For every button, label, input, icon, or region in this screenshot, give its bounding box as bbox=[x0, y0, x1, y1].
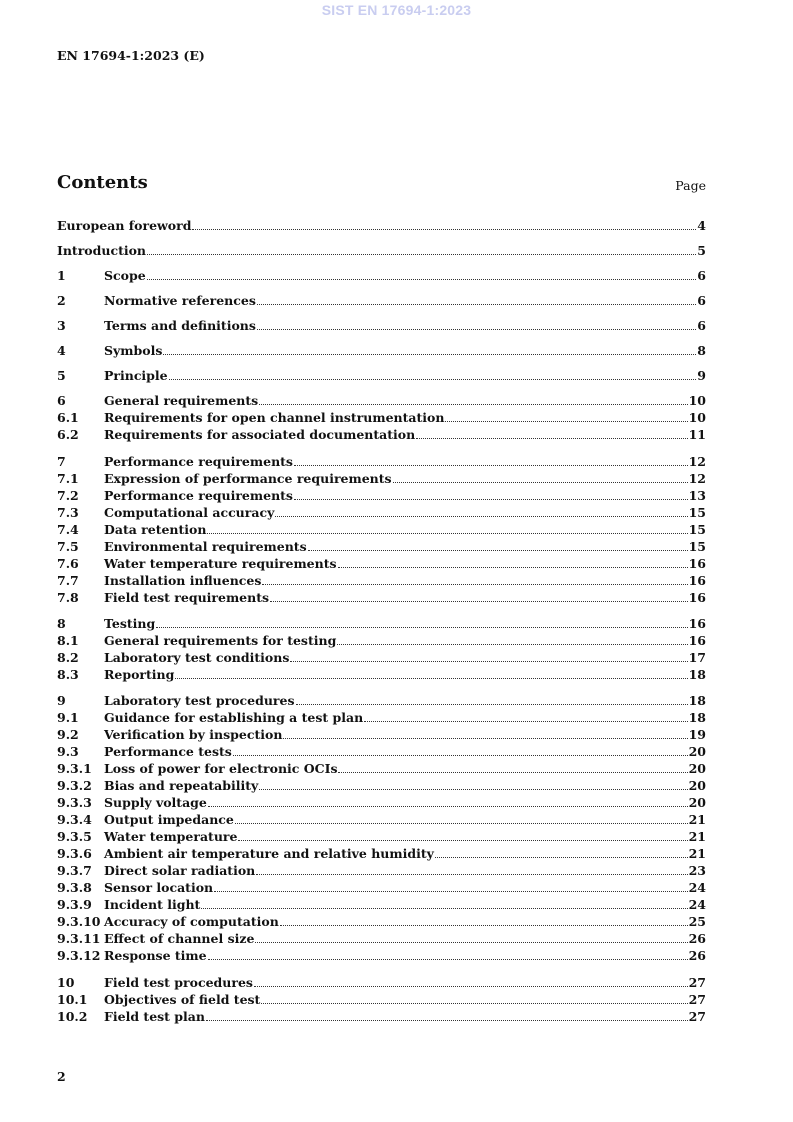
toc-entry[interactable] bbox=[57, 537, 706, 554]
toc-entry-title: Installation influences bbox=[104, 573, 262, 588]
watermark: SIST EN 17694-1:2023 bbox=[321, 2, 472, 18]
toc-entry[interactable] bbox=[57, 708, 706, 725]
toc-entry-page: 20 bbox=[688, 744, 706, 759]
toc-entry-title: Effect of channel size bbox=[104, 931, 255, 946]
toc-entry-page: 12 bbox=[688, 471, 706, 486]
toc-dot-leader bbox=[207, 533, 687, 534]
toc-dot-leader bbox=[308, 550, 688, 551]
toc-entry[interactable] bbox=[57, 895, 706, 912]
toc-entry-page: 6 bbox=[697, 293, 706, 308]
toc-entry[interactable] bbox=[57, 990, 706, 1007]
toc-entry-page: 26 bbox=[688, 948, 706, 963]
toc-entry-title: Reporting bbox=[104, 667, 175, 682]
toc-entry-title: Ambient air temperature and relative humidity bbox=[104, 846, 434, 861]
toc-entry-title: Scope bbox=[104, 268, 146, 283]
toc-entry-page: 4 bbox=[697, 218, 706, 233]
toc-entry-number: 9.3.3 bbox=[57, 795, 92, 810]
toc-entry-number: 8.1 bbox=[57, 633, 79, 648]
toc-entry-page: 18 bbox=[688, 710, 706, 725]
toc-entry-title: Sensor location bbox=[104, 880, 214, 895]
toc-entry-number: 9.3 bbox=[57, 744, 79, 759]
toc-entry[interactable] bbox=[57, 241, 706, 258]
toc-entry-title: Environmental requirements bbox=[104, 539, 307, 554]
toc-entry-number: 2 bbox=[57, 293, 66, 308]
toc-entry-number: 7 bbox=[57, 454, 66, 469]
toc-entry-number: 8.3 bbox=[57, 667, 79, 682]
toc-entry[interactable] bbox=[57, 665, 706, 682]
toc-entry[interactable] bbox=[57, 425, 706, 442]
toc-entry-page: 16 bbox=[688, 616, 706, 631]
toc-entry[interactable] bbox=[57, 614, 706, 631]
toc-dot-leader bbox=[255, 942, 687, 943]
toc-dot-leader bbox=[364, 721, 687, 722]
toc-dot-leader bbox=[445, 421, 687, 422]
page-column-label: Page bbox=[675, 178, 706, 193]
toc-entry-number: 9.2 bbox=[57, 727, 79, 742]
toc-dot-leader bbox=[147, 279, 697, 280]
toc-entry[interactable] bbox=[57, 742, 706, 759]
toc-entry-page: 26 bbox=[688, 931, 706, 946]
toc-entry-title: Response time bbox=[104, 948, 207, 963]
toc-entry-page: 20 bbox=[688, 761, 706, 776]
toc-dot-leader bbox=[275, 516, 687, 517]
toc-entry-title: General requirements for testing bbox=[104, 633, 337, 648]
toc-dot-leader bbox=[256, 874, 687, 875]
toc-entry[interactable] bbox=[57, 725, 706, 742]
toc-entry-page: 25 bbox=[688, 914, 706, 929]
toc-entry[interactable] bbox=[57, 631, 706, 648]
toc-entry[interactable] bbox=[57, 391, 706, 408]
toc-entry-number: 9.3.2 bbox=[57, 778, 92, 793]
toc-entry[interactable] bbox=[57, 946, 706, 963]
toc-entry-page: 17 bbox=[688, 650, 706, 665]
toc-entry[interactable] bbox=[57, 759, 706, 776]
toc-dot-leader bbox=[283, 738, 687, 739]
toc-entry-page: 13 bbox=[688, 488, 706, 503]
toc-entry-title: Performance tests bbox=[104, 744, 232, 759]
toc-entry-title: Bias and repeatability bbox=[104, 778, 259, 793]
contents-title: Contents bbox=[57, 172, 148, 193]
toc-entry-title: Performance requirements bbox=[104, 454, 293, 469]
toc-entry-number: 7.3 bbox=[57, 505, 79, 520]
toc-entry-number: 9.3.11 bbox=[57, 931, 101, 946]
toc-entry[interactable] bbox=[57, 776, 706, 793]
toc-dot-leader bbox=[294, 499, 688, 500]
toc-entry-title: Introduction bbox=[57, 243, 147, 258]
toc-dot-leader bbox=[175, 678, 687, 679]
toc-entry-page: 8 bbox=[697, 343, 706, 358]
toc-dot-leader bbox=[208, 806, 688, 807]
toc-entry-page: 21 bbox=[688, 846, 706, 861]
toc-entry-number: 8.2 bbox=[57, 650, 79, 665]
toc-dot-leader bbox=[337, 644, 687, 645]
toc-entry-page: 16 bbox=[688, 590, 706, 605]
toc-entry-page: 5 bbox=[697, 243, 706, 258]
toc-entry-title: Incident light bbox=[104, 897, 201, 912]
toc-dot-leader bbox=[338, 772, 687, 773]
toc-entry-page: 10 bbox=[688, 410, 706, 425]
toc-entry-number: 7.4 bbox=[57, 522, 79, 537]
toc-dot-leader bbox=[294, 465, 688, 466]
toc-entry[interactable] bbox=[57, 452, 706, 469]
toc-entry-title: Direct solar radiation bbox=[104, 863, 256, 878]
toc-entry-number: 9.3.12 bbox=[57, 948, 101, 963]
toc-dot-leader bbox=[201, 908, 687, 909]
toc-entry[interactable] bbox=[57, 691, 706, 708]
toc-dot-leader bbox=[280, 925, 688, 926]
toc-entry-title: Field test procedures bbox=[104, 975, 253, 990]
toc-entry[interactable] bbox=[57, 341, 706, 358]
toc-entry-number: 10 bbox=[57, 975, 75, 990]
toc-entry[interactable] bbox=[57, 469, 706, 486]
toc-entry-page: 27 bbox=[688, 975, 706, 990]
toc-dot-leader bbox=[262, 584, 687, 585]
toc-dot-leader bbox=[435, 857, 688, 858]
toc-entry-title: Normative references bbox=[104, 293, 256, 308]
toc-entry-page: 20 bbox=[688, 778, 706, 793]
toc-entry-page: 15 bbox=[688, 539, 706, 554]
toc-entry-number: 9.3.7 bbox=[57, 863, 92, 878]
toc-entry[interactable] bbox=[57, 793, 706, 810]
toc-entry-page: 15 bbox=[688, 505, 706, 520]
toc-entry-number: 7.5 bbox=[57, 539, 79, 554]
toc-dot-leader bbox=[259, 404, 687, 405]
toc-entry-number: 7.1 bbox=[57, 471, 79, 486]
toc-entry-title: Requirements for associated documentation bbox=[104, 427, 416, 442]
toc-dot-leader bbox=[169, 379, 697, 380]
toc-dot-leader bbox=[338, 567, 688, 568]
toc-entry-page: 16 bbox=[688, 633, 706, 648]
toc-entry-page: 20 bbox=[688, 795, 706, 810]
toc-entry-page: 23 bbox=[688, 863, 706, 878]
toc-entry-title: Data retention bbox=[104, 522, 207, 537]
toc-entry-number: 4 bbox=[57, 343, 66, 358]
toc-entry-page: 16 bbox=[688, 556, 706, 571]
toc-entry-number: 9 bbox=[57, 693, 66, 708]
toc-entry[interactable] bbox=[57, 912, 706, 929]
toc-entry-title: Laboratory test procedures bbox=[104, 693, 295, 708]
toc-entry-title: Guidance for establishing a test plan bbox=[104, 710, 364, 725]
toc-entry-title: European foreword bbox=[57, 218, 192, 233]
toc-entry[interactable] bbox=[57, 503, 706, 520]
toc-entry-number: 3 bbox=[57, 318, 66, 333]
toc-entry[interactable] bbox=[57, 810, 706, 827]
toc-entry[interactable] bbox=[57, 844, 706, 861]
toc-entry[interactable] bbox=[57, 588, 706, 605]
toc-entry-page: 16 bbox=[688, 573, 706, 588]
toc-entry-title: Water temperature bbox=[104, 829, 238, 844]
toc-entry-number: 9.3.5 bbox=[57, 829, 92, 844]
toc-entry-number: 8 bbox=[57, 616, 66, 631]
toc-entry-page: 24 bbox=[688, 880, 706, 895]
toc-entry-page: 18 bbox=[688, 667, 706, 682]
page-number: 2 bbox=[57, 1069, 66, 1084]
toc-entry[interactable] bbox=[57, 216, 706, 233]
toc-entry-title: Symbols bbox=[104, 343, 163, 358]
toc-entry-number: 10.1 bbox=[57, 992, 88, 1007]
toc-dot-leader bbox=[147, 254, 696, 255]
toc-entry-title: Field test plan bbox=[104, 1009, 205, 1024]
toc-dot-leader bbox=[233, 755, 688, 756]
toc-entry-page: 27 bbox=[688, 992, 706, 1007]
toc-dot-leader bbox=[259, 789, 687, 790]
toc-dot-leader bbox=[238, 840, 687, 841]
toc-entry-number: 9.3.10 bbox=[57, 914, 101, 929]
toc-entry[interactable] bbox=[57, 554, 706, 571]
toc-entry-page: 19 bbox=[688, 727, 706, 742]
toc-entry[interactable] bbox=[57, 571, 706, 588]
toc-entry-number: 7.6 bbox=[57, 556, 79, 571]
toc-dot-leader bbox=[261, 1003, 687, 1004]
toc-entry-title: Accuracy of computation bbox=[104, 914, 279, 929]
toc-entry[interactable] bbox=[57, 486, 706, 503]
toc-entry-title: Output impedance bbox=[104, 812, 234, 827]
toc-dot-leader bbox=[214, 891, 687, 892]
toc-entry-number: 9.1 bbox=[57, 710, 79, 725]
toc-dot-leader bbox=[257, 329, 696, 330]
toc-entry-number: 1 bbox=[57, 268, 66, 283]
toc-entry[interactable] bbox=[57, 408, 706, 425]
toc-entry-page: 9 bbox=[697, 368, 706, 383]
toc-entry-page: 21 bbox=[688, 829, 706, 844]
toc-entry-title: Loss of power for electronic OCIs bbox=[104, 761, 338, 776]
toc-entry-title: Expression of performance requirements bbox=[104, 471, 392, 486]
toc-entry-page: 18 bbox=[688, 693, 706, 708]
toc-dot-leader bbox=[257, 304, 696, 305]
toc-dot-leader bbox=[208, 959, 688, 960]
toc-dot-leader bbox=[270, 601, 688, 602]
toc-entry-page: 10 bbox=[688, 393, 706, 408]
toc-entry-number: 9.3.1 bbox=[57, 761, 92, 776]
toc-entry[interactable] bbox=[57, 316, 706, 333]
toc-entry[interactable] bbox=[57, 861, 706, 878]
toc-entry-title: Performance requirements bbox=[104, 488, 293, 503]
toc-entry[interactable] bbox=[57, 520, 706, 537]
toc-dot-leader bbox=[416, 438, 687, 439]
toc-dot-leader bbox=[163, 354, 696, 355]
toc-entry-number: 10.2 bbox=[57, 1009, 88, 1024]
toc-entry-number: 6.2 bbox=[57, 427, 79, 442]
toc-entry-title: Objectives of field test bbox=[104, 992, 261, 1007]
toc-entry-page: 24 bbox=[688, 897, 706, 912]
toc-dot-leader bbox=[235, 823, 688, 824]
toc-entry-page: 27 bbox=[688, 1009, 706, 1024]
toc-entry-title: General requirements bbox=[104, 393, 259, 408]
toc-entry-number: 7.7 bbox=[57, 573, 79, 588]
toc-dot-leader bbox=[254, 986, 688, 987]
toc-entry-title: Field test requirements bbox=[104, 590, 270, 605]
toc-entry-page: 6 bbox=[697, 318, 706, 333]
toc-entry[interactable] bbox=[57, 366, 706, 383]
toc-dot-leader bbox=[393, 482, 688, 483]
toc-dot-leader bbox=[296, 704, 688, 705]
toc-entry-title: Computational accuracy bbox=[104, 505, 275, 520]
toc-entry-title: Laboratory test conditions bbox=[104, 650, 290, 665]
toc-dot-leader bbox=[290, 661, 687, 662]
toc-dot-leader bbox=[206, 1020, 688, 1021]
toc-entry[interactable] bbox=[57, 929, 706, 946]
toc-entry-title: Verification by inspection bbox=[104, 727, 283, 742]
toc-entry-page: 12 bbox=[688, 454, 706, 469]
toc-entry-page: 15 bbox=[688, 522, 706, 537]
toc-entry[interactable] bbox=[57, 1007, 706, 1024]
toc-entry-number: 9.3.9 bbox=[57, 897, 92, 912]
toc-entry-title: Water temperature requirements bbox=[104, 556, 337, 571]
toc-entry-number: 7.2 bbox=[57, 488, 79, 503]
toc-entry-number: 5 bbox=[57, 368, 66, 383]
toc-entry-title: Supply voltage bbox=[104, 795, 207, 810]
toc-entry-title: Requirements for open channel instrumentation bbox=[104, 410, 445, 425]
toc-entry[interactable] bbox=[57, 291, 706, 308]
toc-entry[interactable] bbox=[57, 266, 706, 283]
toc-entry[interactable] bbox=[57, 648, 706, 665]
toc-entry-number: 6 bbox=[57, 393, 66, 408]
toc-entry-number: 9.3.8 bbox=[57, 880, 92, 895]
toc-entry-number: 9.3.6 bbox=[57, 846, 92, 861]
toc-dot-leader bbox=[192, 229, 696, 230]
toc-entry-title: Testing bbox=[104, 616, 156, 631]
contents-heading bbox=[57, 172, 706, 198]
toc-entry-title: Terms and definitions bbox=[104, 318, 256, 333]
toc-entry-title: Principle bbox=[104, 368, 168, 383]
toc-entry-page: 6 bbox=[697, 268, 706, 283]
toc-entry-number: 9.3.4 bbox=[57, 812, 92, 827]
toc-entry-page: 21 bbox=[688, 812, 706, 827]
toc-entry-number: 6.1 bbox=[57, 410, 79, 425]
toc-entry[interactable] bbox=[57, 973, 706, 990]
toc-entry[interactable] bbox=[57, 827, 706, 844]
toc-entry-page: 11 bbox=[688, 427, 706, 442]
toc-entry[interactable] bbox=[57, 878, 706, 895]
document-id: EN 17694-1:2023 (E) bbox=[57, 48, 205, 63]
toc-dot-leader bbox=[156, 627, 687, 628]
toc-entry-number: 7.8 bbox=[57, 590, 79, 605]
